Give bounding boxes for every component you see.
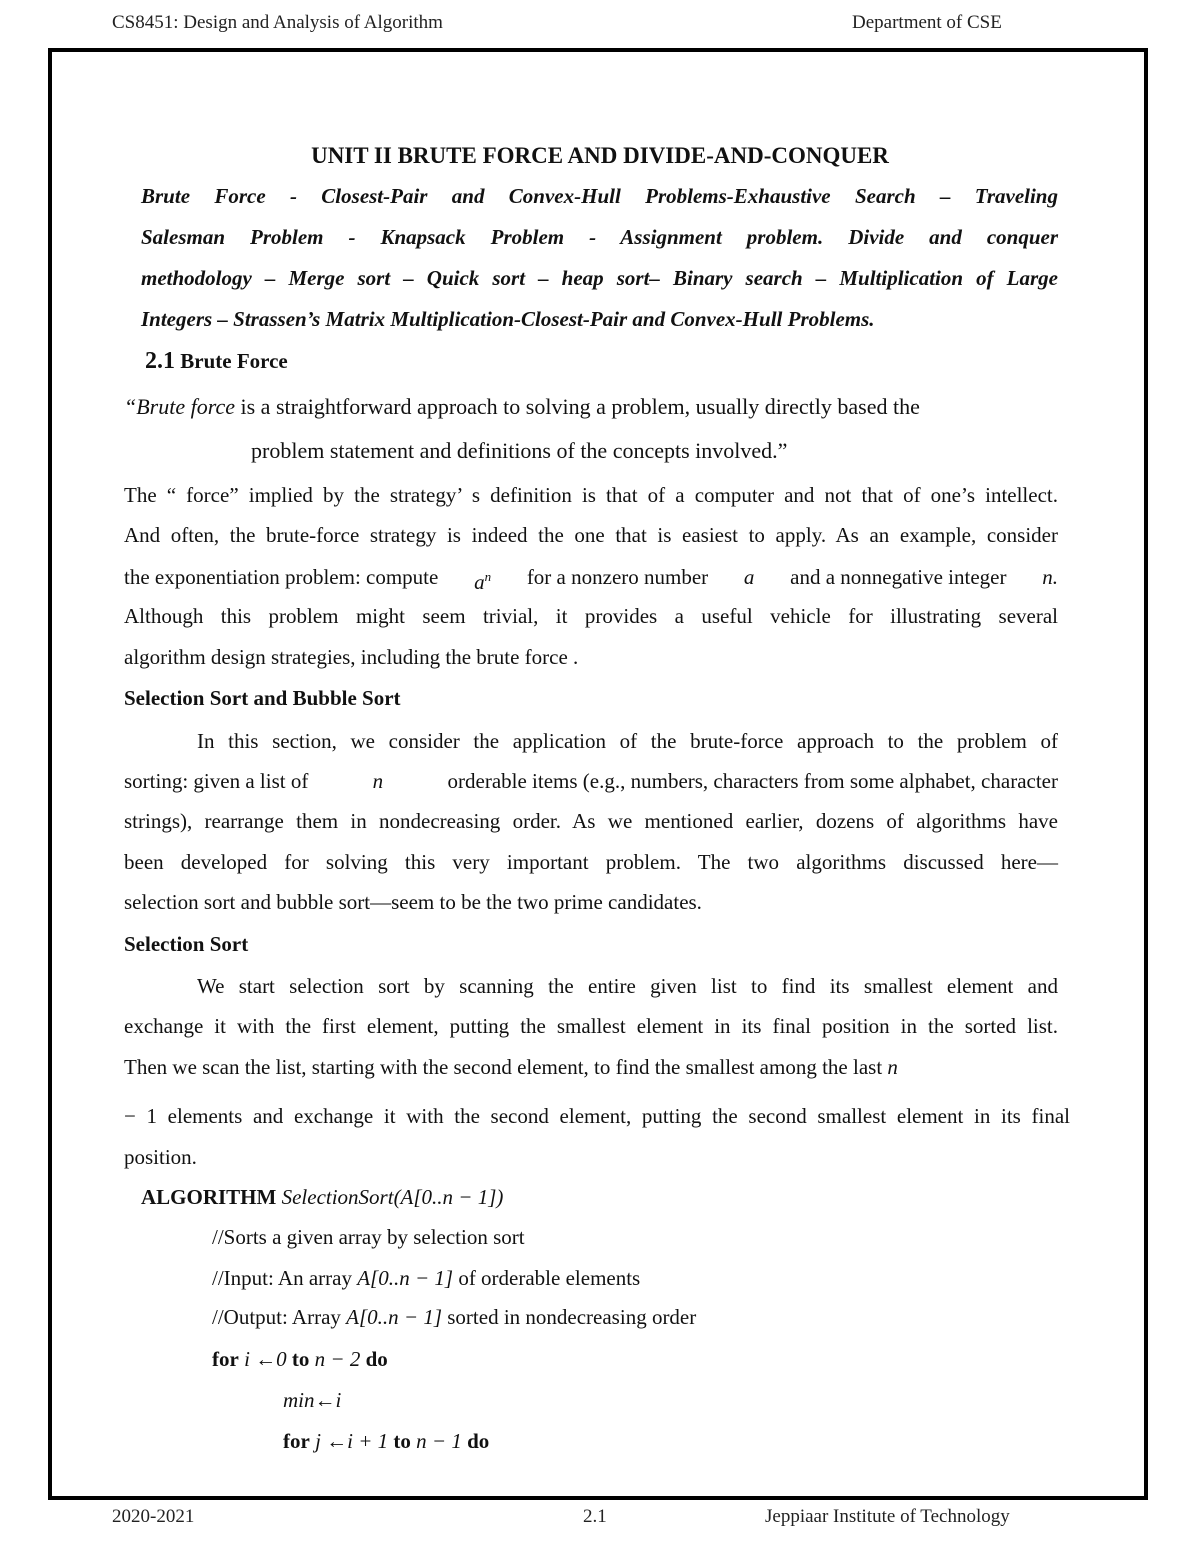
paragraph-line: We start selection sort by scanning the entire given list to find its smallest element and bbox=[197, 974, 1058, 998]
definition-line-1 bbox=[124, 394, 920, 420]
math-var: a bbox=[474, 570, 485, 594]
keyword-for: for bbox=[212, 1347, 239, 1371]
definition-term: “Brute force bbox=[124, 394, 235, 419]
section-title: Brute Force bbox=[180, 349, 288, 373]
algorithm-header bbox=[141, 1184, 503, 1210]
paragraph-line-with-var bbox=[124, 1054, 898, 1080]
syllabus-line: methodology – Merge sort – Quick sort – heap sort– Binary search – Multiplication of Large bbox=[141, 266, 1058, 290]
keyword-for: for bbox=[283, 1429, 310, 1453]
algorithm-comment: //Sorts a given array by selection sort bbox=[212, 1225, 525, 1249]
paragraph-text: Then we scan the list, starting with the second element, to find the smallest among the last bbox=[124, 1055, 883, 1079]
keyword-do: do bbox=[467, 1429, 490, 1453]
algorithm-for-outer bbox=[212, 1346, 388, 1372]
header-course: CS8451: Design and Analysis of Algorithm bbox=[112, 12, 443, 33]
footer-institute: Jeppiaar Institute of Technology bbox=[765, 1506, 1010, 1527]
section-number: 2.1 bbox=[145, 348, 175, 374]
intro-text: the exponentiation problem: compute bbox=[124, 565, 439, 589]
intro-line: And often, the brute-force strategy is indeed the one that is easiest to apply. As an example, consider bbox=[124, 523, 1058, 547]
paragraph-line: − 1 elements and exchange it with the second element, putting the second smallest element in its final bbox=[124, 1104, 1070, 1128]
comment-text: of orderable elements bbox=[458, 1266, 641, 1290]
intro-line: The “ force” implied by the strategy’ s definition is that of a computer and not that of one’s intellect. bbox=[124, 483, 1058, 507]
paragraph-line: exchange it with the first element, putting the smallest element in its final position in the sorted list. bbox=[124, 1014, 1058, 1038]
keyword-to: to bbox=[393, 1429, 411, 1453]
footer-year: 2020-2021 bbox=[112, 1506, 195, 1527]
paragraph-line-with-var bbox=[124, 768, 1058, 794]
intro-line: Although this problem might seem trivial, it provides a useful vehicle for illustrating several bbox=[124, 604, 1058, 628]
paragraph-line: In this section, we consider the application of the brute-force approach to the problem of bbox=[197, 729, 1058, 753]
paragraph-line: been developed for solving this very important problem. The two algorithms discussed here— bbox=[124, 850, 1058, 874]
paragraph-line: selection sort and bubble sort—seem to be the two prime candidates. bbox=[124, 890, 702, 914]
paragraph-text: orderable items (e.g., numbers, characters from some alphabet, character bbox=[447, 769, 1058, 793]
unit-title: UNIT II BRUTE FORCE AND DIVIDE-AND-CONQUER bbox=[311, 143, 889, 168]
loop-limit: n − 1 bbox=[416, 1429, 462, 1453]
math-var: a bbox=[743, 565, 755, 589]
loop-init: i ←0 bbox=[244, 1347, 287, 1371]
math-superscript: n bbox=[484, 569, 492, 584]
paragraph-text: sorting: given a list of bbox=[124, 769, 309, 793]
syllabus-line: Integers – Strassen’s Matrix Multiplication-Closest-Pair and Convex-Hull Problems. bbox=[141, 307, 875, 331]
algorithm-min-assign: min←i bbox=[283, 1388, 342, 1412]
paragraph-line: position. bbox=[124, 1145, 197, 1169]
intro-line-exponent bbox=[124, 564, 1058, 595]
keyword-do: do bbox=[365, 1347, 388, 1371]
algorithm-keyword: ALGORITHM bbox=[141, 1185, 277, 1209]
algorithm-for-inner bbox=[283, 1428, 489, 1454]
algorithm-signature: SelectionSort(A[0..n − 1]) bbox=[281, 1185, 504, 1209]
section-heading bbox=[145, 348, 288, 374]
math-var: n bbox=[372, 769, 384, 793]
array-ref: A[0..n − 1] bbox=[346, 1305, 442, 1329]
syllabus-line: Brute Force - Closest-Pair and Convex-Hull Problems-Exhaustive Search – Traveling bbox=[141, 184, 1058, 208]
definition-rest: is a straightforward approach to solving a problem, usually directly based the bbox=[235, 394, 920, 419]
paragraph-line: strings), rearrange them in nondecreasing order. As we mentioned earlier, dozens of algorithms have bbox=[124, 809, 1058, 833]
math-a-power-n bbox=[474, 564, 491, 595]
algorithm-comment bbox=[212, 1265, 640, 1291]
math-var: n bbox=[887, 1055, 898, 1079]
math-var: n. bbox=[1042, 565, 1058, 589]
subsection-heading: Selection Sort and Bubble Sort bbox=[124, 686, 401, 710]
loop-init: j ←i + 1 bbox=[315, 1429, 389, 1453]
definition-line-2: problem statement and definitions of the concepts involved.” bbox=[251, 438, 788, 463]
comment-text: sorted in nondecreasing order bbox=[447, 1305, 697, 1329]
keyword-to: to bbox=[291, 1347, 310, 1371]
intro-text: and a nonnegative integer bbox=[790, 565, 1007, 589]
header-department: Department of CSE bbox=[852, 12, 1002, 33]
footer-page-number: 2.1 bbox=[583, 1506, 607, 1527]
syllabus-line: Salesman Problem - Knapsack Problem - Assignment problem. Divide and conquer bbox=[141, 225, 1058, 249]
array-ref: A[0..n − 1] bbox=[357, 1266, 454, 1290]
intro-line: algorithm design strategies, including the brute force . bbox=[124, 645, 579, 669]
subsection-heading: Selection Sort bbox=[124, 932, 249, 956]
comment-text: //Output: Array bbox=[212, 1305, 341, 1329]
algorithm-comment bbox=[212, 1304, 696, 1330]
intro-text: for a nonzero number bbox=[526, 565, 709, 589]
comment-text: //Input: An array bbox=[212, 1266, 352, 1290]
loop-limit: n − 2 bbox=[314, 1347, 361, 1371]
